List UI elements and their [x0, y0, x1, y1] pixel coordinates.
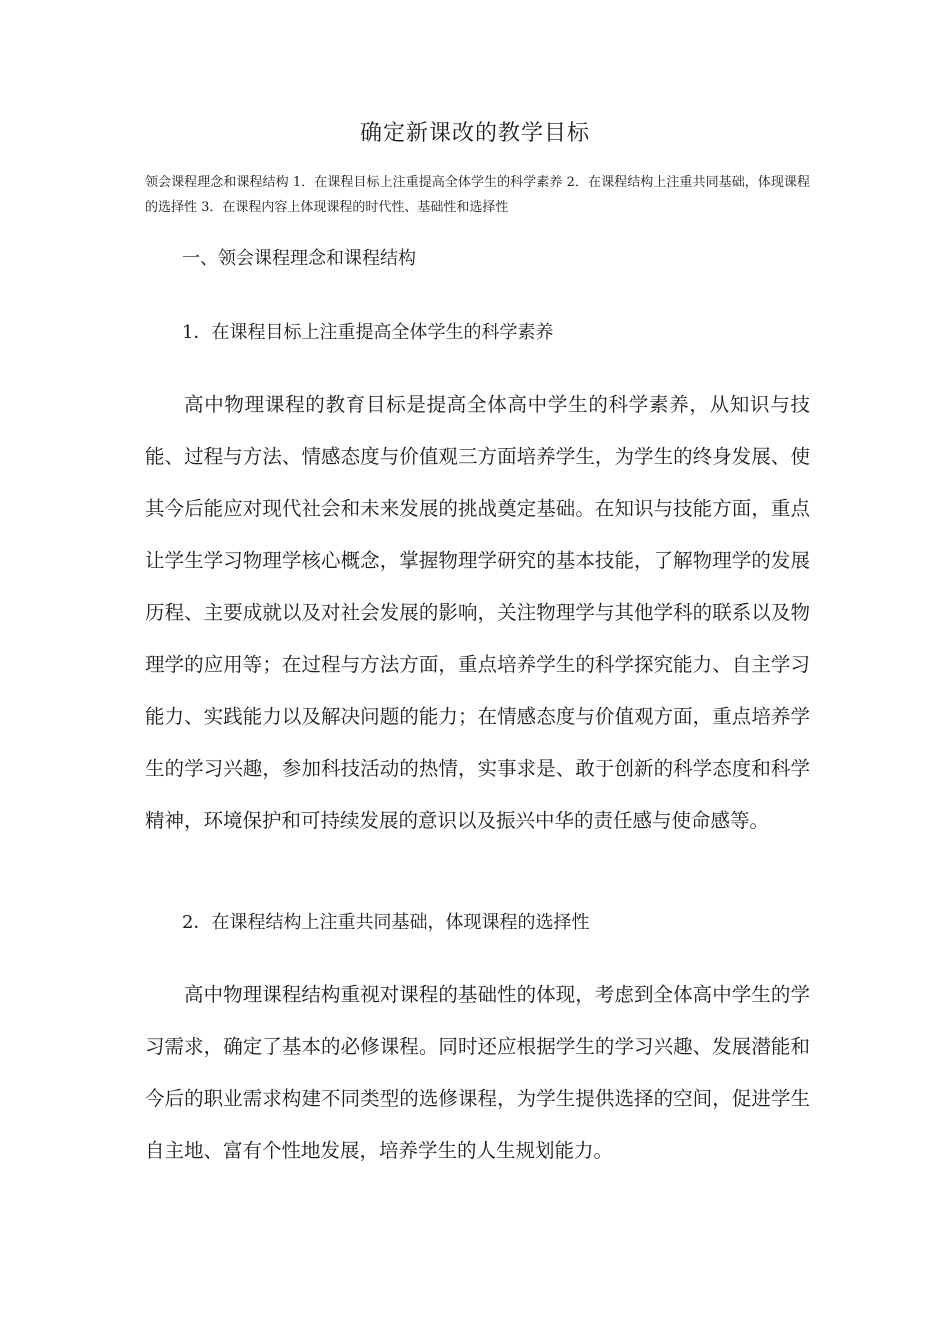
subsection-1-heading: 1．在课程目标上注重提高全体学生的科学素养 [182, 322, 554, 343]
subsection-1-paragraph: 高中物理课程的教育目标是提高全体高中学生的科学素养，从知识与技能、过程与方法、情感态度与价值观三方面培养学生，为学生的终身发展、使其今后能应对现代社会和未来发展的挑战奠定基础。在知识与技能方面，重点让学生学习物理学核心概念，掌握物理学研究的基本技能，了解物理学的发展历程、主要成就以及对社会发展的影响，关注物理学与其他学科的联系以及物理学的应用等；在过程与方法方面，重点培养学生的科学探究能力、自主学习能力、实践能力以及解决问题的能力；在情感态度与价值观方面，重点培养学生的学习兴趣，参加科技活动的热情，实事求是、敢于创新的科学态度和科学精神，环境保护和可持续发展的意识以及振兴中华的责任感与使命感等。 [145, 393, 810, 832]
subsection-2-paragraph: 高中物理课程结构重视对课程的基础性的体现，考虑到全体高中学生的学习需求，确定了基本的必修课程。同时还应根据学生的学习兴趣、发展潜能和今后的职业需求构建不同类型的选修课程，为学生提供选择的空间，促进学生自主地、富有个性地发展，培养学生的人生规划能力。 [145, 983, 810, 1162]
subsection-2-heading: 2．在课程结构上注重共同基础，体现课程的选择性 [182, 912, 590, 933]
document-abstract: 领会课程理念和课程结构 1．在课程目标上注重提高全体学生的科学素养 2．在课程结构上注重共同基础，体现课程的选择性 3．在课程内容上体现课程的时代性、基础性和选择性 [145, 175, 810, 215]
document-title: 确定新课改的教学目标 [359, 121, 590, 146]
section-heading: 一、领会课程理念和课程结构 [182, 248, 416, 269]
